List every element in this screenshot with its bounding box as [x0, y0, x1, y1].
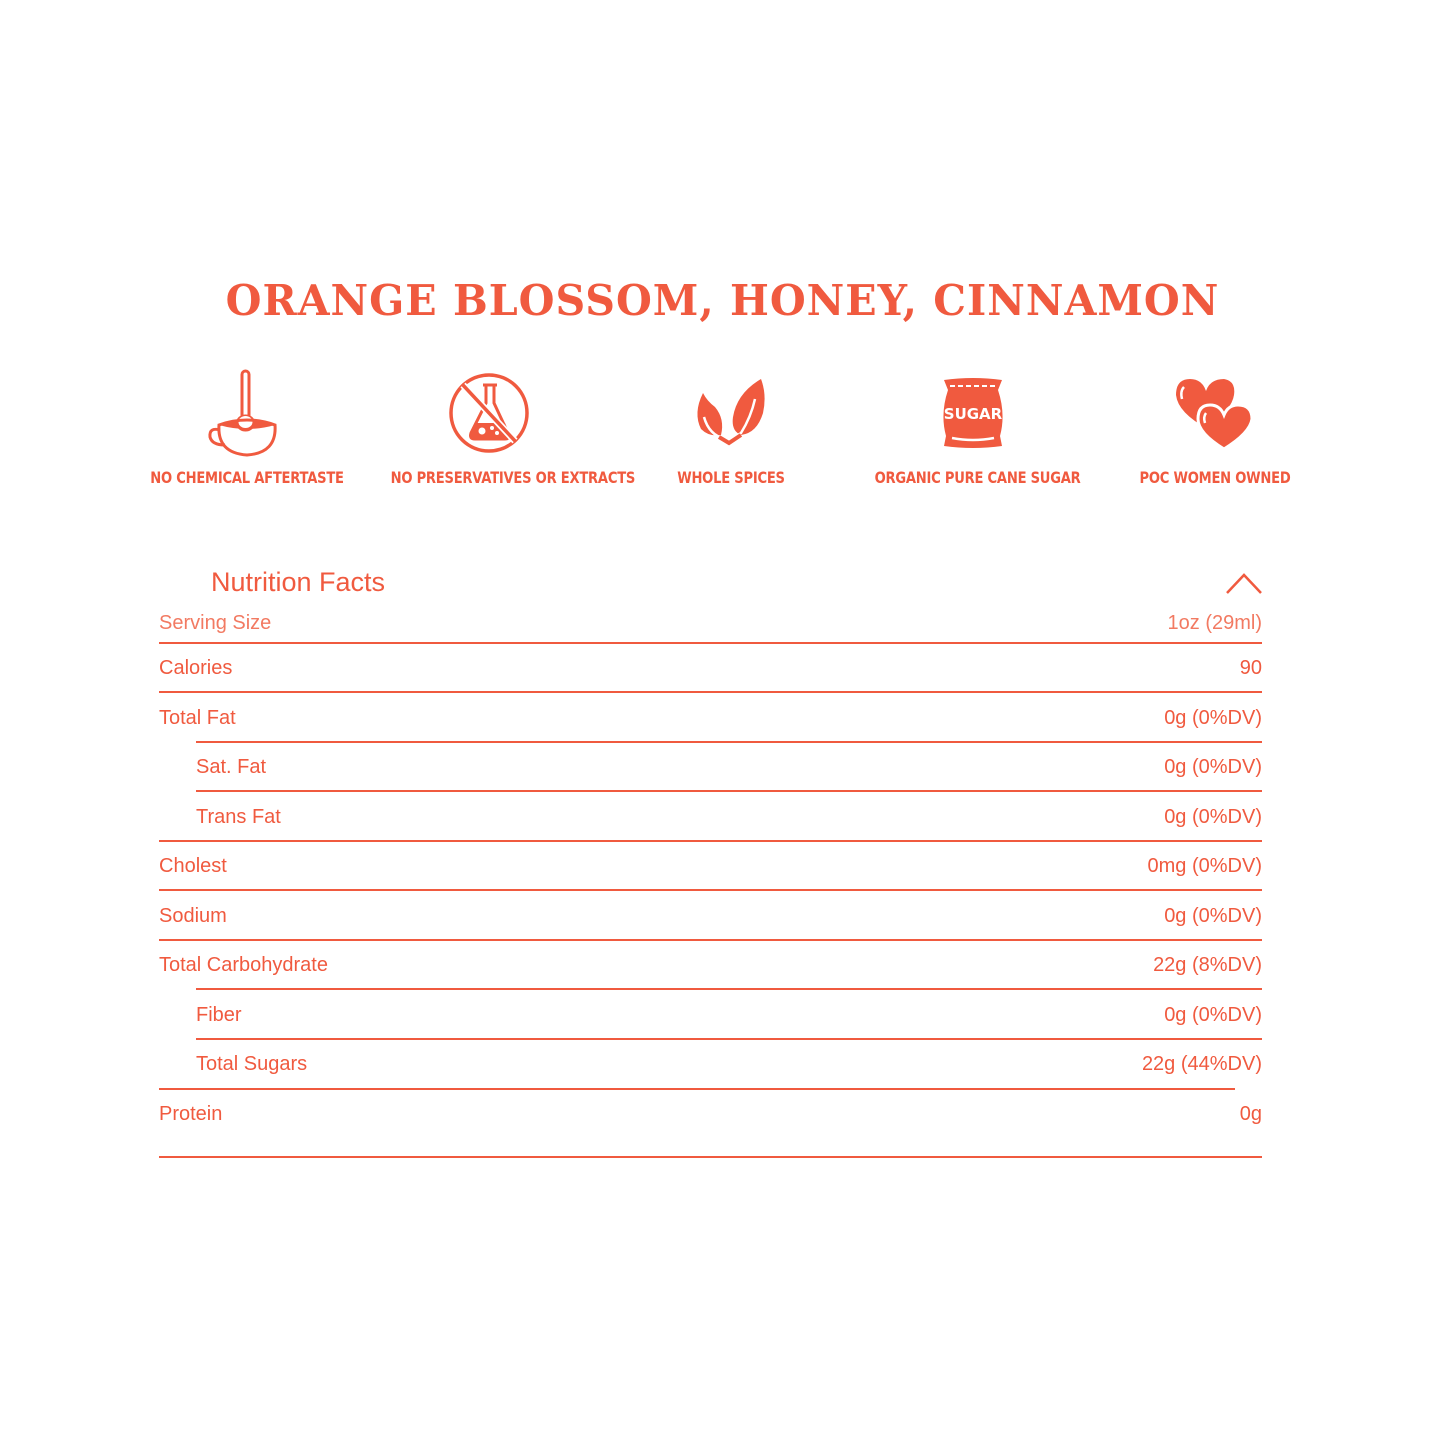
sugar-bag-icon	[853, 365, 1093, 460]
nutrient-label: Sat. Fat	[196, 756, 267, 778]
nutrient-value: 0mg (0%DV)	[1147, 855, 1262, 877]
flavor-title: ORANGE BLOSSOM, HONEY, CINNAMON	[225, 276, 1220, 325]
nutrient-value: 0g (0%DV)	[1164, 707, 1262, 729]
divider	[159, 691, 1262, 693]
divider	[159, 939, 1262, 941]
divider	[196, 1038, 1262, 1040]
nutrient-label: Total Carbohydrate	[159, 954, 328, 976]
divider	[159, 642, 1262, 644]
feature-whole-spices	[611, 365, 851, 487]
hearts-icon	[1095, 365, 1335, 460]
nutrient-value: 22g (8%DV)	[1153, 954, 1262, 976]
nutrient-value: 0g (0%DV)	[1164, 756, 1262, 778]
leaves-icon	[611, 365, 851, 460]
divider	[196, 741, 1262, 743]
nutrition-row	[159, 703, 1262, 733]
nutrient-label: Sodium	[159, 905, 227, 927]
divider	[196, 790, 1262, 792]
chevron-up-icon[interactable]	[1224, 571, 1264, 595]
feature-poc-women-owned	[1095, 365, 1335, 487]
nutrient-value: 0g	[1239, 1103, 1262, 1125]
nutrient-value: 0g (0%DV)	[1164, 905, 1262, 927]
cup-spoon-icon	[127, 365, 367, 460]
nutrition-facts-heading: Nutrition Facts	[211, 567, 386, 597]
nutrition-row	[159, 1099, 1262, 1129]
nutrient-label: Fiber	[196, 1004, 242, 1026]
divider	[196, 988, 1262, 990]
feature-label: ORGANIC PURE CANE SUGAR	[874, 468, 1081, 487]
feature-no-chemical-aftertaste	[127, 365, 367, 487]
nutrition-row	[159, 950, 1262, 980]
nutrition-row	[159, 802, 1262, 832]
feature-label: WHOLE SPICES	[677, 468, 785, 487]
nutrition-row	[159, 752, 1262, 782]
sugar-bag-text: SUGAR	[943, 404, 1003, 423]
divider	[159, 889, 1262, 891]
feature-label: NO PRESERVATIVES OR EXTRACTS	[390, 468, 636, 487]
nutrient-label: Total Sugars	[196, 1053, 308, 1075]
nutrition-row	[159, 1000, 1262, 1030]
nutrient-label: Calories	[159, 657, 233, 679]
divider	[159, 1088, 1235, 1090]
nutrient-label: Serving Size	[159, 612, 272, 634]
nutrient-label: Trans Fat	[196, 806, 281, 828]
nutrient-label: Protein	[159, 1103, 223, 1125]
nutrient-value: 1oz (29ml)	[1167, 612, 1262, 634]
feature-organic-cane-sugar	[853, 365, 1093, 487]
nutrient-value: 90	[1239, 657, 1262, 679]
nutrition-row-serving-size	[159, 608, 1262, 638]
divider	[159, 1156, 1262, 1158]
nutrition-row	[159, 851, 1262, 881]
nutrient-value: 0g (0%DV)	[1164, 806, 1262, 828]
feature-no-preservatives	[369, 365, 636, 487]
nutrition-row	[159, 653, 1262, 683]
no-flask-icon	[369, 365, 609, 460]
divider	[159, 840, 1262, 842]
nutrient-value: 0g (0%DV)	[1164, 1004, 1262, 1026]
nutrient-value: 22g (44%DV)	[1141, 1053, 1262, 1075]
feature-label: NO CHEMICAL AFTERTASTE	[150, 468, 344, 487]
nutrient-label: Cholest	[159, 855, 227, 877]
nutrient-label: Total Fat	[159, 707, 236, 729]
feature-label: POC WOMEN OWNED	[1139, 468, 1291, 487]
nutrition-row	[159, 1049, 1262, 1079]
nutrition-row	[159, 901, 1262, 931]
